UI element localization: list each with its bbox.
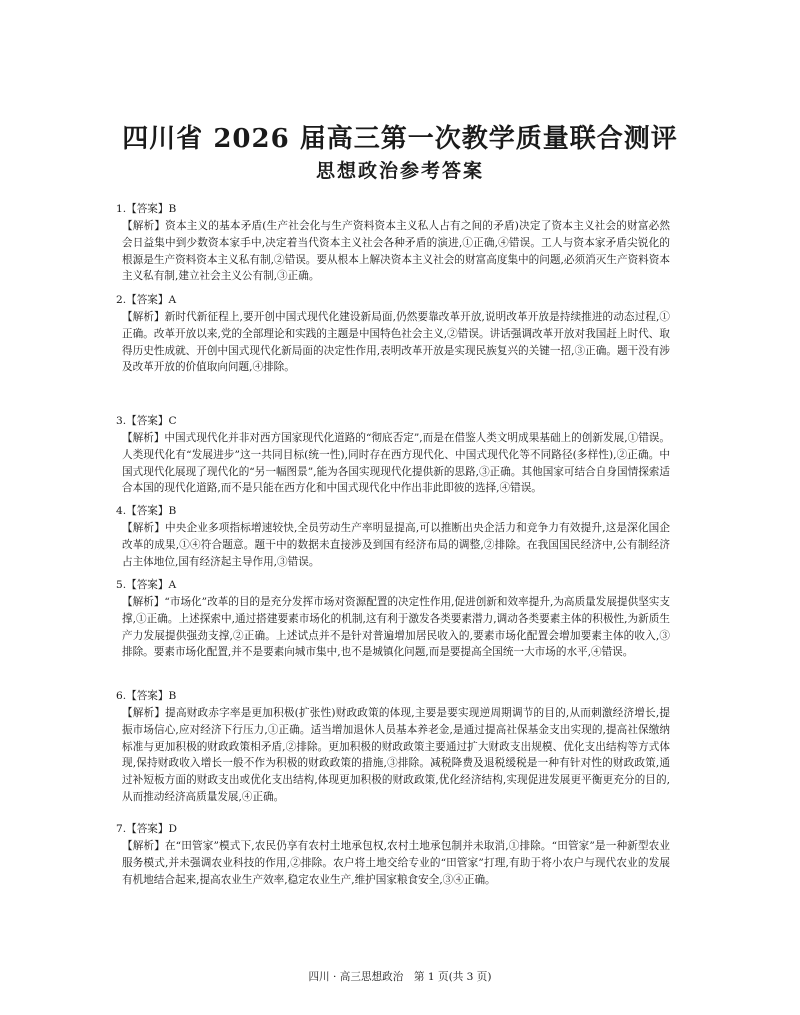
answer-label-2: 2.【答案】A	[116, 294, 177, 306]
answer-label-6: 6.【答案】B	[116, 690, 177, 702]
explanation-7: 【解析】在“田管家”模式下,农民仍享有农村土地承包权,农村土地承包制并未取消,①排除。“田管家”是一种新型农业服务模式,并未强调农业科技的作用,②排除。农户将土地交给专业的“田管家”打理,有助于将小农户与现代农业的发展有机地结合起来,提高农业生产效率,稳定农业生产,维护国家粮食安全,③④正确。	[122, 840, 670, 886]
answer-label-5: 5.【答案】A	[116, 579, 177, 591]
explanation-4: 【解析】中央企业多项指标增速较快,全员劳动生产率明显提高,可以推断出央企活力和竞争力有效提升,这是深化国企改革的成果,①④符合题意。题干中的数据未直接涉及到国有经济布局的调整,②排除。在我国国民经济中,公有制经济占主体地位,国有经济起主导作用,③错误。	[122, 522, 670, 568]
explanation-2: 【解析】新时代新征程上,要开创中国式现代化建设新局面,仍然要靠改革开放,说明改革开放是持续推进的动态过程,①正确。改革开放以来,党的全部理论和实践的主题是中国特色社会主义,②错误。讲话强调改革开放对我国赶上时代、取得历史性成就、开创中国式现代化新局面的决定性作用,表明改革开放是实现民族复兴的关键一招,③正确。题干没有涉及改革开放的价值取向问题,④排除。	[122, 311, 670, 374]
page-title: 四川省 2026 届高三第一次教学质量联合测评	[122, 124, 678, 154]
explanation-5: 【解析】“市场化”改革的目的是充分发挥市场对资源配置的决定性作用,促进创新和效率提升,为高质量发展提供坚实支撑,①正确。上述探索中,通过搭建要素市场化的机制,这有利于激发各类要素潜力,调动各类要素主体的积极性,为新质生产力发展提供强劲支撑,②正确。上述试点并不是针对普遍增加居民收入的,要素市场化配置会增加要素主体的收入,③排除。要素市场化配置,并不是要素向城市集中,也不是城镇化问题,而是要提高全国统一大市场的水平,④错误。	[122, 596, 670, 659]
explanation-6: 【解析】提高财政赤字率是更加积极(扩张性)财政政策的体现,主要是要实现逆周期调节的目的,从而刺激经济增长,提振市场信心,应对经济下行压力,①正确。适当增加退休人员基本养老金,是通过提高社保基金支出实现的,提高社保缴纳标准与更加积极的财政政策相矛盾,②排除。更加积极的财政政策主要通过扩大财政支出规模、优化支出结构等方式体现,保持财政收入增长一般不作为积极的财政政策的措施,③排除。减税降费及退税缓税是一种有针对性的财政政策,通过补短板方面的财政支出或优化支出结构,体现更加积极的财政政策,优化经济结构,实现促进发展更平衡更充分的目的,从而推动经济高质量发展,④正确。	[122, 707, 670, 803]
answer-label-4: 4.【答案】B	[116, 505, 177, 517]
explanation-3: 【解析】中国式现代化并非对西方国家现代化道路的“彻底否定”,而是在借鉴人类文明成果基础上的创新发展,①错误。人类现代化有“发展进步”这一共同目标(统一性),同时存在西方现代化、中国式现代化等不同路径(多样性),②正确。中国式现代化展现了现代化的“另一幅图景”,能为各国实现现代化提供新的思路,③正确。其他国家可结合自身国情探索适合本国的现代化道路,而不是只能在西方化和中国式现代化中作出非此即彼的选择,④错误。	[122, 432, 670, 495]
answer-label-7: 7.【答案】D	[116, 823, 177, 835]
page-subtitle: 思想政治参考答案	[315, 160, 484, 182]
page-footer: 四川 · 高三思想政治 第 1 页(共 3 页)	[308, 971, 492, 983]
explanation-1: 【解析】资本主义的基本矛盾(生产社会化与生产资料资本主义私人占有之间的矛盾)决定了资本主义社会的财富必然会日益集中到少数资本家手中,决定着当代资本主义社会各种矛盾的演进,①正确,④错误。工人与资本家矛盾尖锐化的根源是生产资料资本主义私有制,②错误。要从根本上解决资本主义社会的财富高度集中的问题,必须消灭生产资料资本主义私有制,建立社会主义公有制,③正确。	[122, 220, 670, 283]
answer-label-3: 3.【答案】C	[116, 415, 177, 427]
answer-label-1: 1.【答案】B	[116, 203, 177, 215]
